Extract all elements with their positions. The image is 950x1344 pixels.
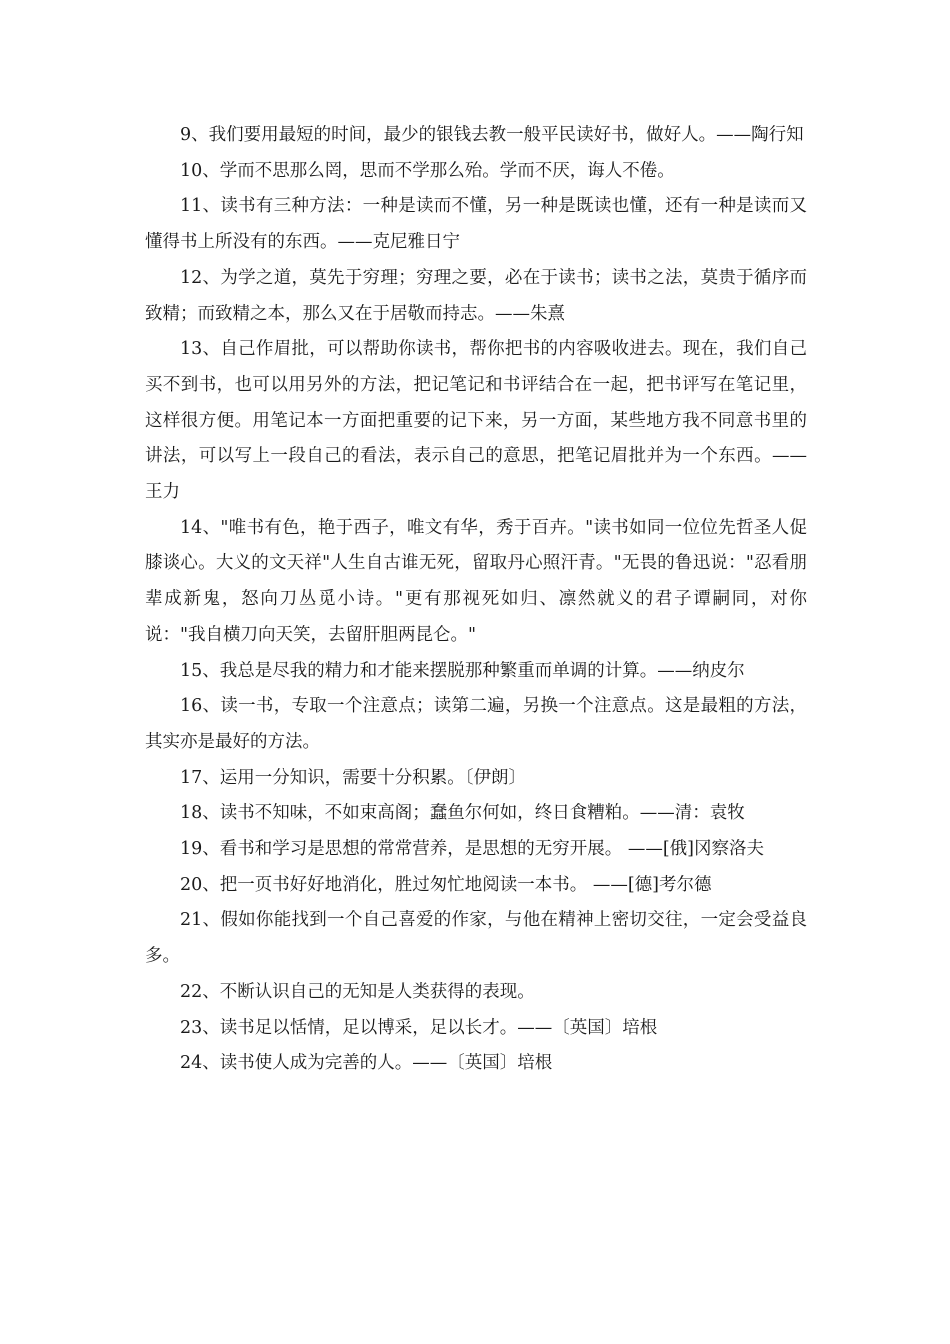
quote-12: 12、为学之道，莫先于穷理；穷理之要，必在于读书；读书之法，莫贵于循序而致精；而致精之本，那么又在于居敬而持志。——朱熹 <box>145 267 807 324</box>
quote-18: 18、读书不知味，不如束高阁；蠢鱼尔何如，终日食糟粕。——清：袁牧 <box>180 803 745 824</box>
quote-10: 10、学而不思那么罔，思而不学那么殆。学而不厌，诲人不倦。 <box>180 160 675 181</box>
quote-20: 20、把一页书好好地消化，胜过匆忙地阅读一本书。 ——[德]考尔德 <box>180 874 712 895</box>
quote-9: 9、我们要用最短的时间，最少的银钱去教一般平民读好书，做好人。——陶行知 <box>180 125 804 145</box>
quote-23: 23、读书足以恬情，足以博采，足以长才。——〔英国〕培根 <box>180 1017 658 1038</box>
quote-16: 16、读一书，专取一个注意点；读第二遍，另换一个注意点。这是最粗的方法，其实亦是最好的方法。 <box>145 696 807 752</box>
quote-21: 21、假如你能找到一个自己喜爱的作家，与他在精神上密切交往，一定会受益良多。 <box>145 910 807 967</box>
quote-14: 14、"唯书有色，艳于西子，唯文有华，秀于百卉。"读书如同一位位先哲圣人促膝谈心。大义的文天祥"人生自古谁无死，留取丹心照汗青。"无畏的鲁迅说："忍看朋辈成新鬼，怒向刀丛觅小诗。"更有那视死如归、凛然就义的君子谭嗣同，对你说："我自横刀向天笑，去留肝胆两昆仑。" <box>145 517 807 645</box>
document-body <box>145 118 807 1082</box>
quote-22: 22、不断认识自己的无知是人类获得的表现。 <box>180 981 535 1002</box>
quote-15: 15、我总是尽我的精力和才能来摆脱那种繁重而单调的计算。——纳皮尔 <box>180 660 745 681</box>
quote-11: 11、读书有三种方法：一种是读而不懂，另一种是既读也懂，还有一种是读而又懂得书上所没有的东西。——克尼雅日宁 <box>145 196 807 253</box>
quote-24: 24、读书使人成为完善的人。——〔英国〕培根 <box>180 1053 553 1074</box>
quote-17: 17、运用一分知识，需要十分积累。〔伊朗〕 <box>180 767 527 788</box>
quote-19: 19、看书和学习是思想的常常营养，是思想的无穷开展。 ——[俄]冈察洛夫 <box>180 839 764 860</box>
quote-13: 13、自己作眉批，可以帮助你读书，帮你把书的内容吸收进去。现在，我们自己买不到书，也可以用另外的方法，把记笔记和书评结合在一起，把书评写在笔记里，这样很方便。用笔记本一方面把重要的记下来，另一方面，某些地方我不同意书里的讲法，可以写上一段自己的看法，表示自己的意思，把笔记眉批并为一个东西。——王力 <box>145 339 807 503</box>
